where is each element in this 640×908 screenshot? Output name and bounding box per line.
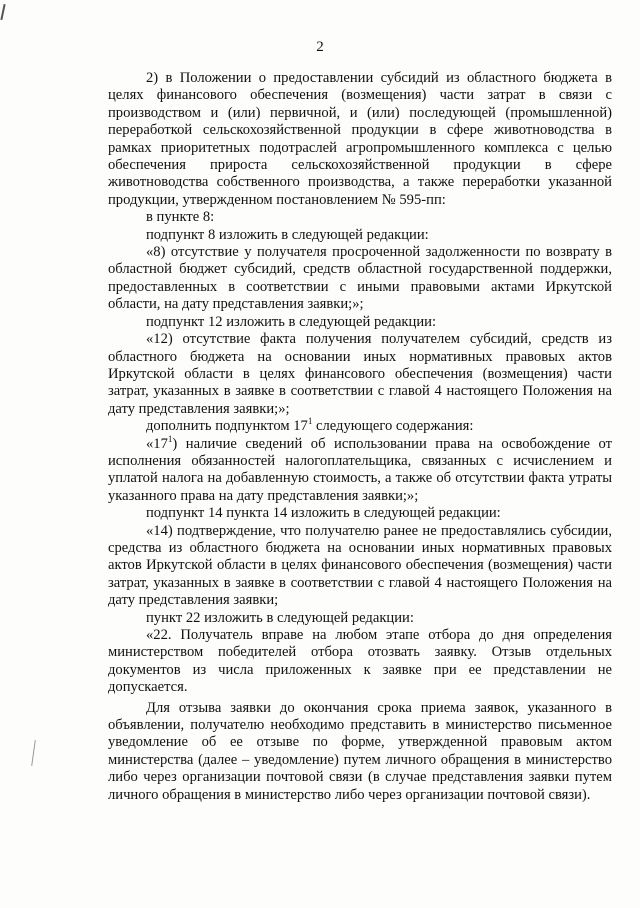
document-body (108, 70, 612, 804)
superscript-one: 1 (307, 416, 313, 427)
paragraph-subitem-12-heading: подпункт 12 изложить в следующей редакции: (146, 313, 437, 330)
paragraph-subitem-14-heading: подпункт 14 пункта 14 изложить в следующей редакции: (146, 505, 501, 522)
paragraph-item-22-heading: пункт 22 изложить в следующей редакции: (146, 609, 414, 626)
paragraph-withdrawal-procedure: Для отзыва заявки до окончания срока приема заявок, указанного в объявлении, получателю необходимо представить в министерство письменное уведомление об ее отзыве по форме, утвержденной правовым актом министерства (далее – уведомление) путем личного обращения в министерство либо через организации почтовой связи (в случае представления заявки путем личного обращения в министерство либо через организации почтовой связи). (108, 699, 612, 803)
paragraph-subitem-8-text: «8) отсутствие у получателя просроченной задолженности по возврату в областной бюджет субсидий, средств областной государственной поддержки, предоставленных в соответствии с иными правовыми актами Иркутской области, на дату представления заявки;»; (108, 244, 612, 313)
paragraph-subitem-14-text: «14) подтверждение, что получателю ранее не предоставлялись субсидии, средства из областного бюджета на основании иных нормативных правовых актов Иркутской области в целях финансового обеспечения (возмещения) части затрат, указанных в заявке в соответствии с главой 4 настоящего Положения на дату представления заявки; (108, 522, 612, 609)
quote17-suffix: ) наличие сведений об использовании права на освобождение от исполнения обязанностей налогоплательщика, связанных с исчислением и уплатой налога на добавленную стоимость, а также об отсутствии факта утраты указанного права на дату представления заявки;»; (108, 435, 612, 504)
quote17-prefix: «17 (146, 435, 168, 452)
paragraph-item-8: в пункте 8: (146, 209, 215, 226)
supplement-suffix: следующего содержания: (312, 418, 474, 435)
paragraph-intro: 2) в Положении о предоставлении субсидий из областного бюджета в целях финансового обеспечения (возмещения) части затрат в связи с производством и (или) первичной, и (или) последующей (промышленной) переработкой сельскохозяйственной продукции в сфере животноводства в рамках приоритетных подотраслей агропромышленного комплекса с целью обеспечения прироста сельскохозяйственной продукции в сфере животноводства собственного производства, а также переработки указанной продукции, утвержденном постановлением № 595-пп: (108, 70, 612, 208)
superscript-one: 1 (167, 433, 173, 444)
scan-artifact-mark (0, 4, 5, 20)
page-number: 2 (316, 39, 324, 55)
paragraph-supplement-17-1 (108, 418, 612, 435)
paragraph-subitem-8-heading: подпункт 8 изложить в следующей редакции: (146, 226, 429, 243)
paragraph-subitem-17-1-text (108, 433, 612, 506)
supplement-prefix: дополнить подпунктом 17 (146, 418, 308, 435)
paragraph-item-22-text: «22. Получатель вправе на любом этапе отбора до дня определения министерством победителей отбора отозвать заявку. Отзыв отдельных документов из числа приложенных к заявке при ее представлении не допускается. (108, 627, 612, 696)
paragraph-subitem-12-text: «12) отсутствие факта получения получателем субсидий, средств из областного бюджета на основании иных нормативных правовых актов Иркутской области в целях финансового обеспечения (возмещения) части затрат, указанных в заявке в соответствии с главой 4 настоящего Положения на дату представления заявки;»; (108, 331, 612, 417)
scan-artifact-mark (31, 740, 36, 766)
